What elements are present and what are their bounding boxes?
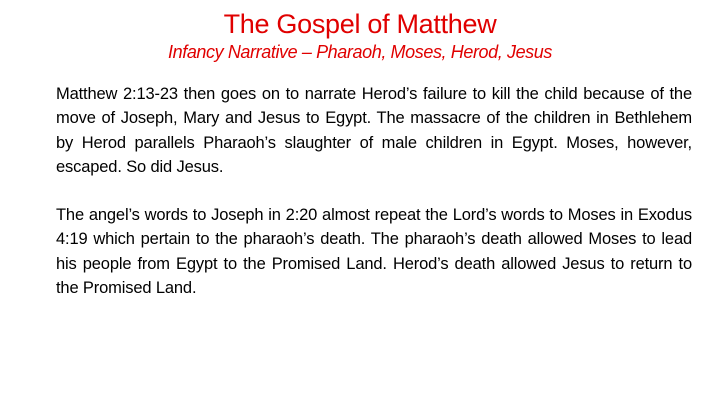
body-paragraph-1: Matthew 2:13-23 then goes on to narrate Herod’s failure to kill the child because of the move of Joseph, Mary and Jesus to Egypt. The massacre of the children in Bethlehem by Herod parallels Pharaoh’s slaughter of male children in Egypt. Moses, however, escaped. So did Jesus. [56, 85, 692, 176]
slide-title: The Gospel of Matthew [223, 9, 497, 39]
slide-subtitle: Infancy Narrative – Pharaoh, Moses, Herod, Jesus [168, 42, 552, 62]
slide-body [56, 82, 692, 300]
body-paragraph-2: The angel’s words to Joseph in 2:20 almost repeat the Lord’s words to Moses in Exodus 4:19 which pertain to the pharaoh’s death. The pharaoh’s death allowed Moses to lead his people from Egypt to the Promised Land. Herod’s death allowed Jesus to return to the Promised Land. [56, 206, 692, 298]
